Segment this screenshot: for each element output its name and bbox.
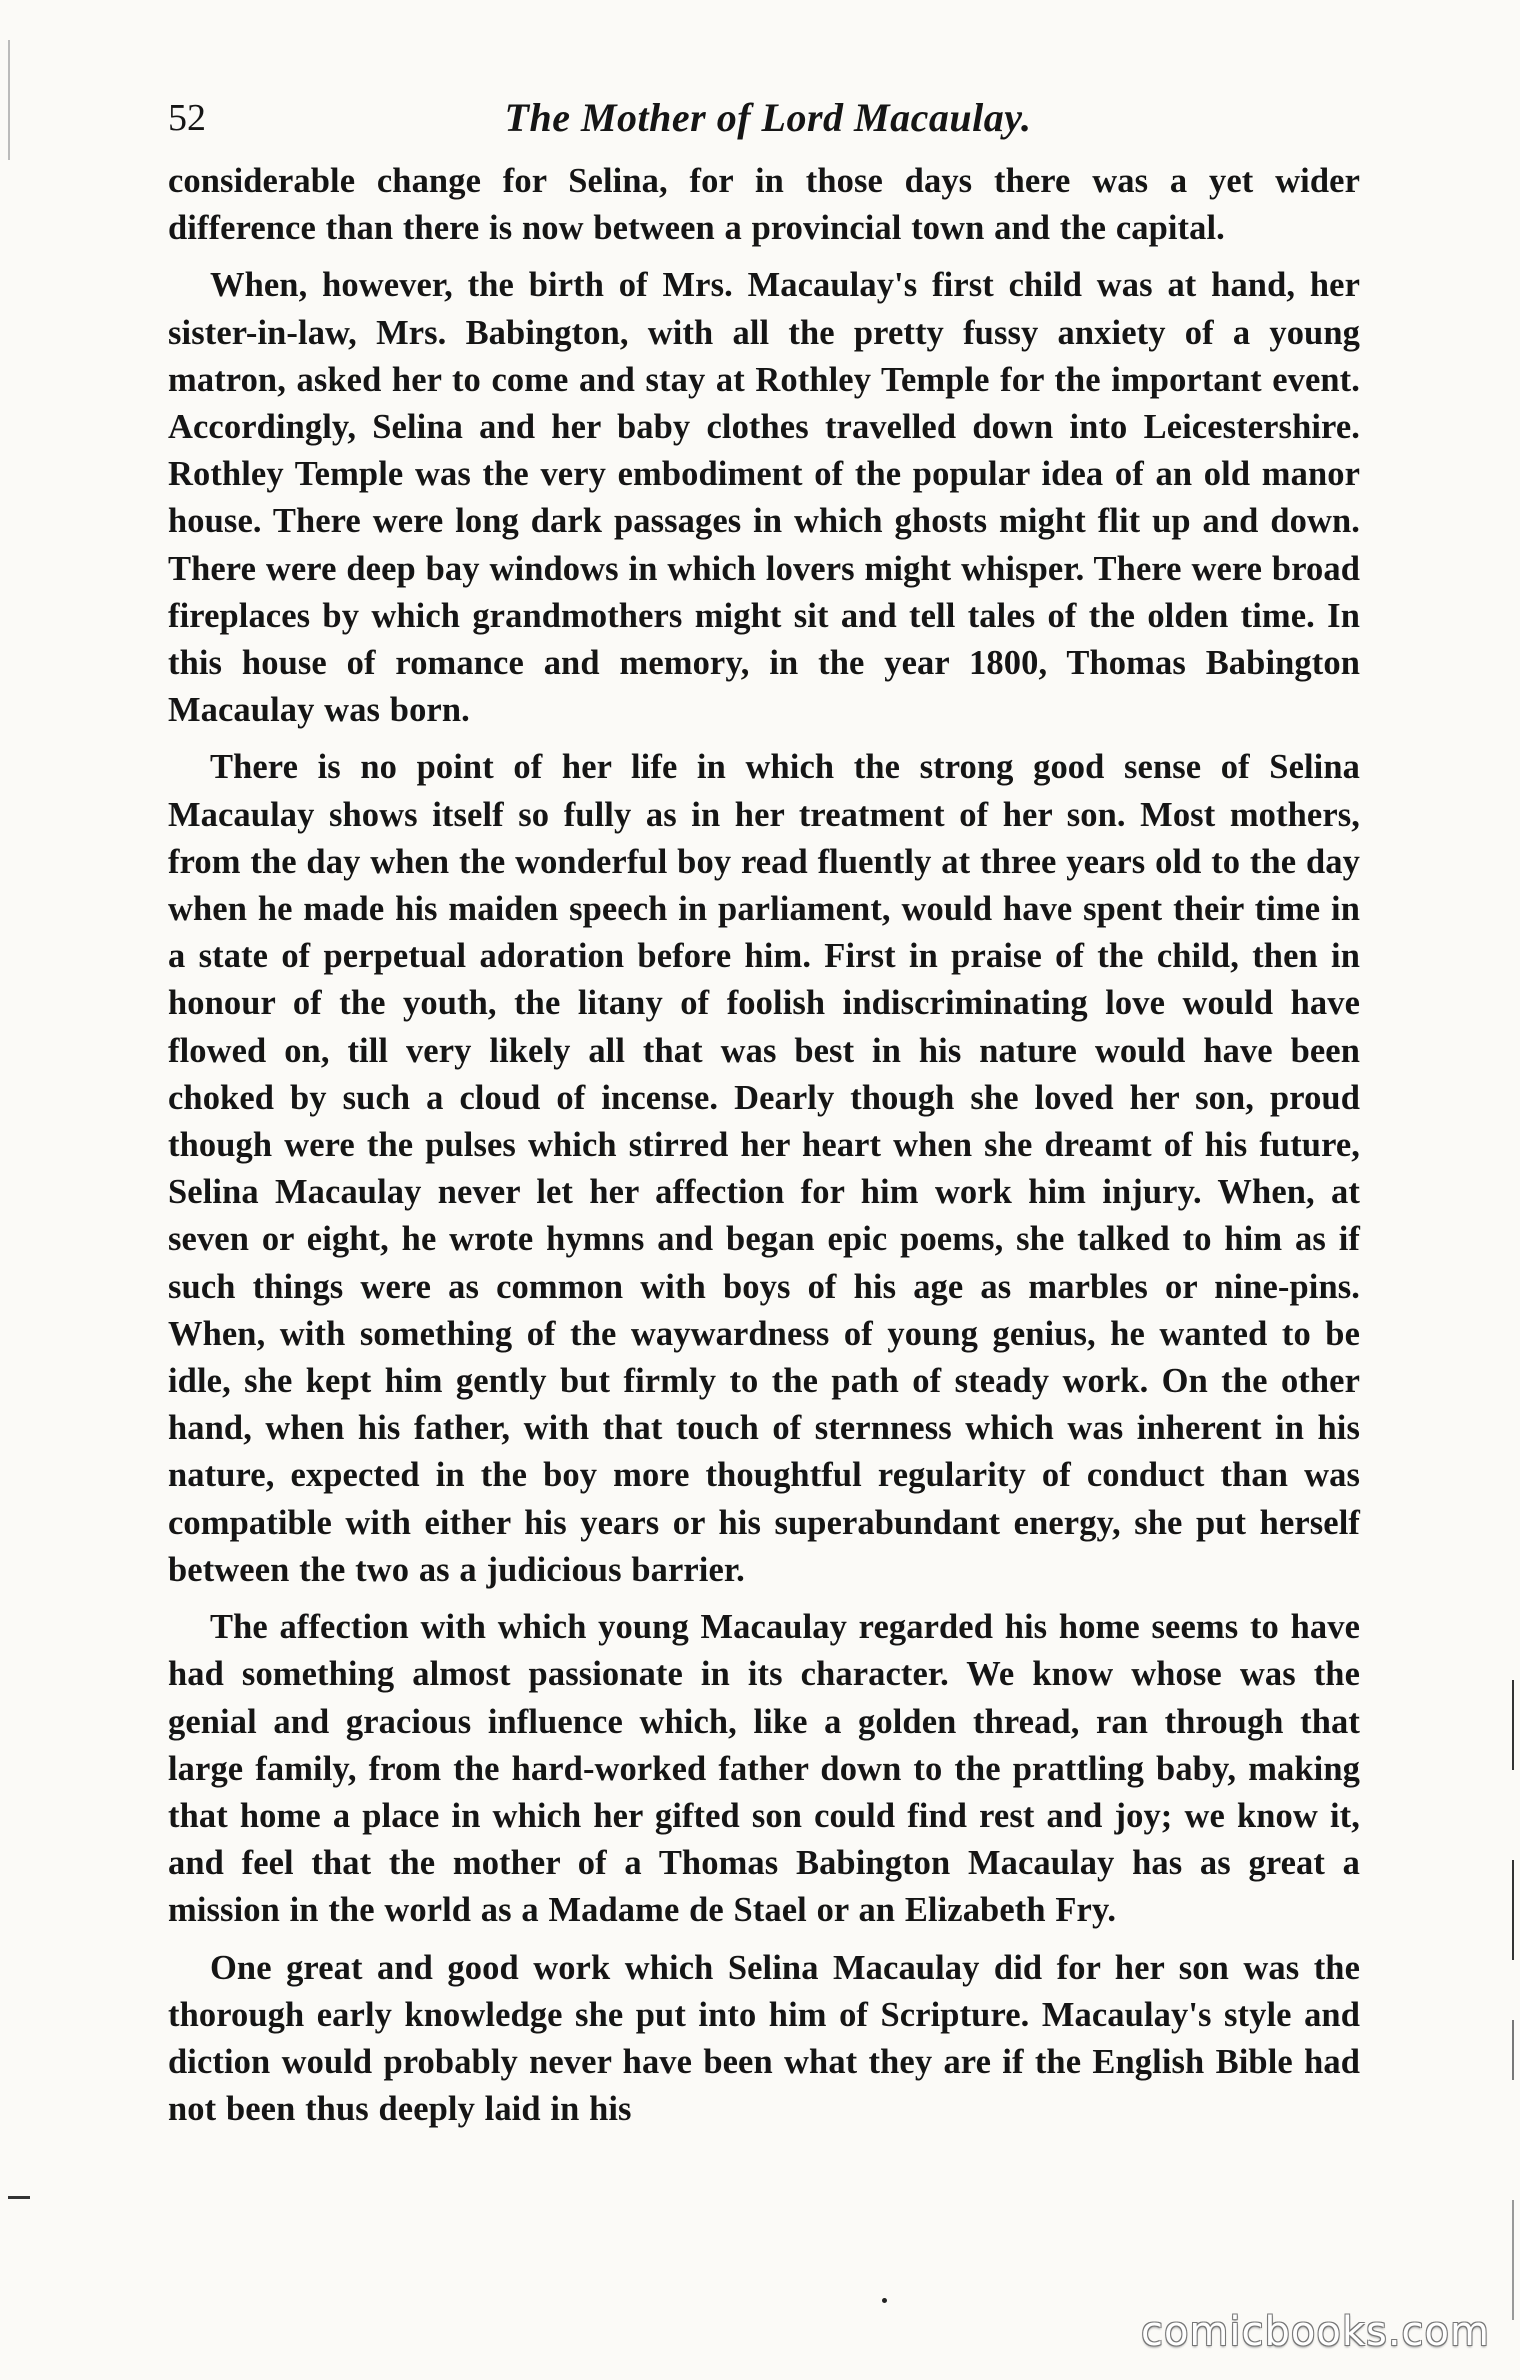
right-margin-scan-mark-2 xyxy=(1512,1860,1514,1960)
page-header xyxy=(168,88,1368,148)
right-margin-scan-mark xyxy=(1512,1680,1514,1770)
body-text xyxy=(168,158,1360,2143)
stray-dot xyxy=(882,2298,887,2303)
paragraph-scripture: One great and good work which Selina Macaulay did for her son was the thorough early knowledge she put into him of Scripture. Macaulay's style and diction would probably never have been what they are if the English Bible had not been thus deeply laid in his xyxy=(168,1948,1360,2129)
left-margin-scan-mark xyxy=(8,40,10,160)
running-title: The Mother of Lord Macaulay. xyxy=(504,95,1032,140)
paragraph-continuation: considerable change for Selina, for in those days there was a yet wider difference than there is now between a provincial town and the capital. xyxy=(168,162,1360,248)
paragraph-rothley-temple: When, however, the birth of Mrs. Macaulay's first child was at hand, her sister-in-law, Mrs. Babington, with all the pretty fussy anxiety of a young matron, asked her to come and stay at Rothley Temple for the important event. Accordingly, Selina and her baby clothes travelled down into Leicestershire. Rothley Temple was the very embodiment of the popular idea of an old manor house. There were long dark passages in which ghosts might flit up and down. There were deep bay windows in which lovers might whisper. There were broad fireplaces by which grandmothers might sit and tell tales of the olden time. In this house of romance and memory, in the year 1800, Thomas Babington Macaulay was born. xyxy=(168,266,1360,730)
right-margin-scan-mark-4 xyxy=(1512,2200,1514,2320)
watermark-logo: comicbooks.com xyxy=(1140,2309,1490,2355)
page-number: 52 xyxy=(168,97,206,139)
paragraph-good-sense: There is no point of her life in which the strong good sense of Selina Macaulay shows itself so fully as in her treatment of her son. Most mothers, from the day when the wonderful boy read fluently at three years old to the day when he made his maiden speech in parliament, would have spent their time in a state of perpetual adoration before him. First in praise of the child, then in honour of the youth, the litany of foolish indiscriminating love would have flowed on, till very likely all that was best in his nature would have been choked by such a cloud of incense. Dearly though she loved her son, proud though were the pulses which stirred her heart when she dreamt of his future, Selina Macaulay never let her affection for him work him injury. When, at seven or eight, he wrote hymns and began epic poems, she talked to him as if such things were as common with boys of his age as marbles or nine-pins. When, with something of the waywardness of young genius, he wanted to be idle, she kept him gently but firmly to the path of steady work. On the other hand, when his father, with that touch of sternness which was inherent in his nature, expected in the boy more thoughtful regularity of conduct than was compatible with either his years or his superabundant energy, she put herself between the two as a judicious barrier. xyxy=(168,748,1360,1589)
right-margin-scan-mark-3 xyxy=(1512,2020,1514,2080)
left-margin-scan-dash xyxy=(8,2196,30,2199)
paragraph-home-affection: The affection with which young Macaulay regarded his home seems to have had something almost passionate in its character. We know whose was the genial and gracious influence which, like a golden thread, ran through that large family, from the hard-worked father down to the prattling baby, making that home a place in which her gifted son could find rest and joy; we know it, and feel that the mother of a Thomas Babington Macaulay has as great a mission in the world as a Madame de Stael or an Elizabeth Fry. xyxy=(168,1608,1360,1930)
